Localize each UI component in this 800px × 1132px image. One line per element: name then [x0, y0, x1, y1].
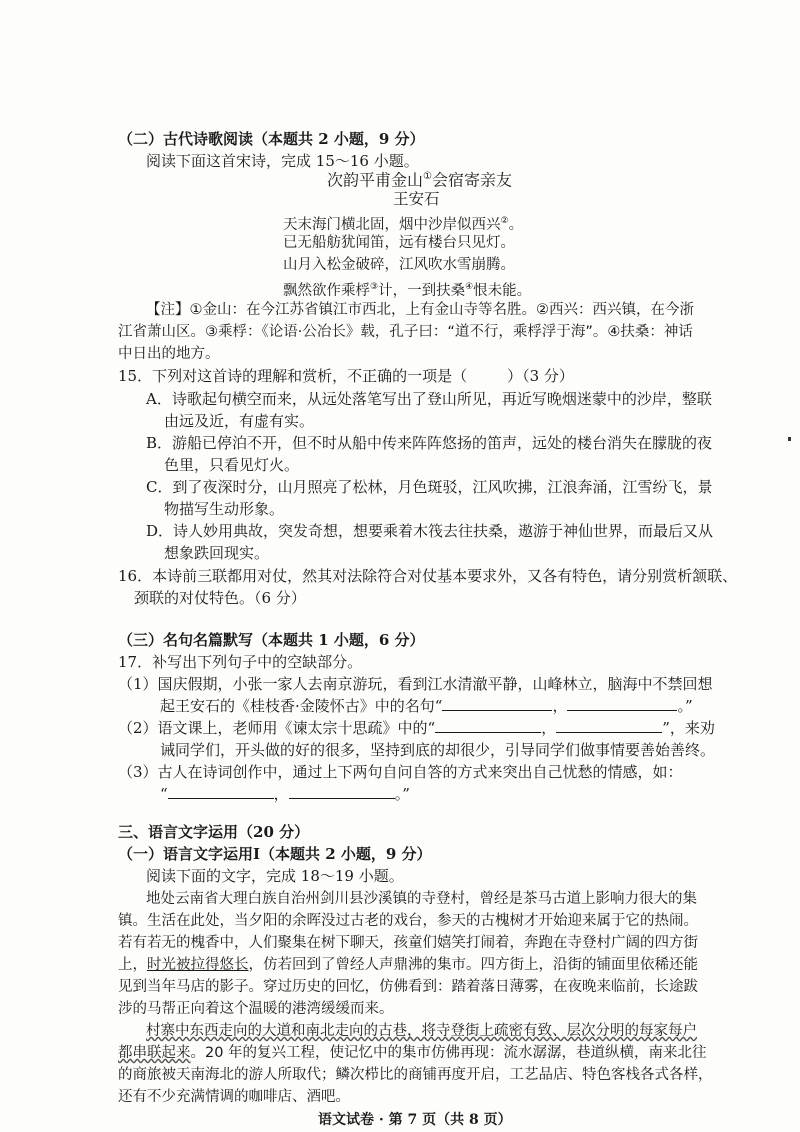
poem-line: 天末海门横北固，烟中沙岸似西兴②。	[283, 216, 524, 233]
answer-blank[interactable]	[567, 696, 677, 711]
passage-line: 都串联起来。20 年的复兴工程，使记忆中的集市仿佛再现：流水潺潺，巷道纵横，南来北往	[118, 1045, 707, 1061]
answer-blank[interactable]	[556, 718, 662, 733]
passage-line: 镇。生活在此处，当夕阳的余晖没过古老的戏台，参天的古槐树才开始迎来属于它的热闹。	[118, 913, 698, 929]
passage-line: 见到当年马店的影子。穿过历史的回忆，仿佛看到：踏着落日薄雾，在夜晚来临前，长途跋	[118, 979, 698, 995]
q17-item-2-cont: 诫同学们，开头做的好的很多，坚持到底的却很少，引导同学们做事情要善始善终。	[160, 741, 716, 759]
answer-blank[interactable]	[435, 718, 541, 733]
question-17: 17．补写出下列句子中的空缺部分。	[118, 653, 363, 671]
poem-author: 王安石	[393, 190, 440, 208]
passage-line: 上，时光被拉得悠长，仿若回到了曾经人声鼎沸的集市。四方街上，沿街的铺面里依稀还能	[118, 957, 698, 973]
question-16-cont: 颈联的对仗特色。（6 分）	[134, 589, 306, 607]
sub-heading-language-1: （一）语言文字运用Ⅰ（本题共 2 小题，9 分）	[118, 845, 432, 863]
poetry-instruction: 阅读下面这首宋诗，完成 15～16 小题。	[146, 152, 419, 170]
section-heading-poetry: （二）古代诗歌阅读（本题共 2 小题，9 分）	[118, 130, 425, 148]
poem-line: 飘然欲作乘桴③计，一到扶桑④恨未能。	[283, 282, 532, 299]
q15-option-b: B．游船已停泊不开，但不时从船中传来阵阵悠扬的笛声，远处的楼台消失在朦胧的夜	[146, 434, 713, 452]
q17-item-1: （1）国庆假期，小张一家人去南京游玩，看到江水清澈平静，山峰林立，脑海中不禁回想	[118, 675, 713, 693]
q15-option-a: A．诗歌起句横空而来，从远处落笔写出了登山所见，再近写晚烟迷蒙中的沙岸，整联	[146, 390, 712, 408]
poem-note: 【注】①金山：在今江苏省镇江市西北，上有金山寺等名胜。②西兴：西兴镇，在今浙	[146, 302, 694, 318]
answer-blank[interactable]	[442, 696, 552, 711]
q17-item-3-cont: “ ， 。”	[160, 785, 410, 803]
passage-line: 涉的马帮正向着这个温暖的港湾缓缓而来。	[118, 1001, 394, 1017]
wavy-underlined-sentence: 村寨中东西走向的大道和南北走向的古巷，将寺登街上疏密有致、层次分明的每家每户	[146, 1023, 697, 1039]
poem-note: 江省萧山区。③乘桴：《论语·公冶长》载，孔子曰：“道不行，乘桴浮于海”。④扶桑：神话	[118, 324, 693, 340]
scan-speck	[788, 437, 791, 441]
wavy-underlined-sentence-end: 都串联起来	[118, 1045, 191, 1061]
passage-line	[146, 1021, 697, 1041]
section-heading-recitation: （三）名句名篇默写（本题共 1 小题，6 分）	[118, 631, 425, 649]
q17-item-2: （2）语文课上，老师用《谏太宗十思疏》中的“ ， ”，来劝	[118, 719, 715, 737]
question-15-stem: 15．下列对这首诗的理解和赏析，不正确的一项是（ ）（3 分）	[118, 367, 574, 385]
underlined-phrase: 时光被拉得悠长	[147, 957, 249, 973]
q15-option-d-cont: 想象跌回现实。	[164, 544, 270, 562]
q15-option-d: D．诗人妙用典故，突发奇想，想要乘着木筏去往扶桑，遨游于神仙世界，而最后又从	[146, 522, 714, 540]
language-instruction: 阅读下面的文字，完成 18～19 小题。	[146, 867, 404, 885]
q15-option-a-cont: 由远及近，有虚有实。	[164, 412, 315, 430]
passage-line: 地处云南省大理白族自治州剑川县沙溪镇的寺登村，曾经是茶马古道上影响力很大的集	[146, 891, 697, 907]
q15-option-c-cont: 物描写生动形象。	[164, 500, 285, 518]
poem-note: 中日出的地方。	[118, 346, 220, 362]
passage-line: 还有不少充满情调的咖啡店、酒吧。	[118, 1089, 350, 1105]
passage-line: 若有若无的槐香中，人们聚集在树下聊天，孩童们嬉笑打闹着，奔跑在寺登村广阔的四方街	[118, 935, 698, 951]
part-heading-language: 三、语言文字运用（20 分）	[118, 823, 310, 841]
q15-option-b-cont: 色里，只看见灯火。	[164, 456, 300, 474]
q17-item-1-cont: 起王安石的《桂枝香·金陵怀古》中的名句“ ， 。”	[160, 697, 693, 715]
page-footer: 语文试卷 · 第 7 页（共 8 页）	[318, 1112, 512, 1128]
q17-item-3: （3）古人在诗词创作中，通过上下两句自问自答的方式来突出自己忧愁的情感，如：	[118, 763, 683, 781]
answer-blank[interactable]	[168, 784, 274, 799]
question-16: 16．本诗前三联都用对仗，然其对法除符合对仗基本要求外，又各有特色，请分别赏析颔联、	[118, 567, 738, 585]
answer-blank[interactable]	[289, 784, 395, 799]
poem-line: 山月入松金破碎，江风吹水雪崩腾。	[283, 257, 515, 273]
passage-line: 的商旅被天南海北的游人所取代；鳞次栉比的商铺再度开启，工艺品店、特色客栈各式各样，	[118, 1067, 713, 1083]
poem-line: 已无船舫犹闻笛，远有楼台只见灯。	[283, 235, 515, 251]
q15-option-c: C．到了夜深时分，山月照亮了松林，月色斑驳，江风吹拂，江浪奔涌，江雪纷飞，景	[146, 478, 713, 496]
poem-title: 次韵平甫金山①会宿寄亲友	[327, 170, 512, 190]
